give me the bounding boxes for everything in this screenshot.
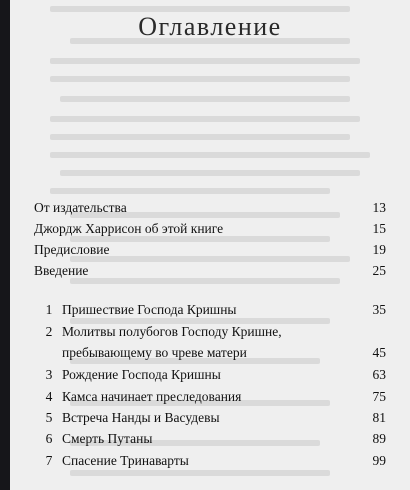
toc-entry[interactable] xyxy=(10,240,410,260)
book-page xyxy=(10,0,410,490)
chapter-title: Встреча Нанды и Васудевы xyxy=(62,410,220,425)
toc-chapter-entry[interactable] xyxy=(10,300,410,320)
chapter-page: 63 xyxy=(372,367,386,382)
toc-entry-page: 25 xyxy=(372,263,386,278)
toc-entry[interactable] xyxy=(10,198,410,218)
chapter-number: 1 xyxy=(45,302,53,317)
chapter-number: 3 xyxy=(45,367,53,382)
toc-entry-title: Введение xyxy=(34,263,89,278)
chapter-title: Пришествие Господа Кришны xyxy=(62,302,237,317)
chapter-number: 4 xyxy=(45,389,53,404)
toc-entry[interactable] xyxy=(10,219,410,239)
chapter-page: 35 xyxy=(372,302,386,317)
toc-entry-page: 19 xyxy=(372,242,386,257)
chapter-page: 45 xyxy=(372,345,386,360)
toc-entry-title: От издательства xyxy=(34,200,127,215)
chapter-title: Спасение Тринаварты xyxy=(62,453,189,468)
chapter-page: 99 xyxy=(372,453,386,468)
chapter-title: Молитвы полубогов Господу Кришне, xyxy=(62,324,282,339)
chapter-number: 2 xyxy=(45,324,53,339)
chapter-number: 5 xyxy=(45,410,53,425)
toc-entry-title: Предисловие xyxy=(34,242,110,257)
toc-chapter-entry[interactable] xyxy=(10,408,410,428)
chapter-title: Смерть Путаны xyxy=(62,431,153,446)
chapter-page: 81 xyxy=(372,410,386,425)
toc-entry-title: Джордж Харрисон об этой книге xyxy=(34,221,224,236)
toc-entry-page: 13 xyxy=(372,200,386,215)
toc-chapter-entry[interactable] xyxy=(10,322,410,342)
chapter-page: 75 xyxy=(372,389,386,404)
toc-entry-page: 15 xyxy=(372,221,386,236)
chapter-title: Камса начинает преследования xyxy=(62,389,242,404)
chapter-title: Рождение Господа Кришны xyxy=(62,367,221,382)
toc-chapter-entry[interactable] xyxy=(10,451,410,471)
chapter-number: 7 xyxy=(45,453,53,468)
toc-chapter-entry[interactable] xyxy=(10,387,410,407)
chapter-page: 89 xyxy=(372,431,386,446)
toc-chapter-entry-continuation[interactable] xyxy=(10,343,410,363)
page-title: Оглавление xyxy=(138,12,282,41)
toc-chapter-entry[interactable] xyxy=(10,429,410,449)
toc-entry[interactable] xyxy=(10,261,410,281)
chapter-title: пребывающему во чреве матери xyxy=(62,345,247,360)
chapter-number: 6 xyxy=(45,431,53,446)
toc-chapter-entry[interactable] xyxy=(10,365,410,385)
